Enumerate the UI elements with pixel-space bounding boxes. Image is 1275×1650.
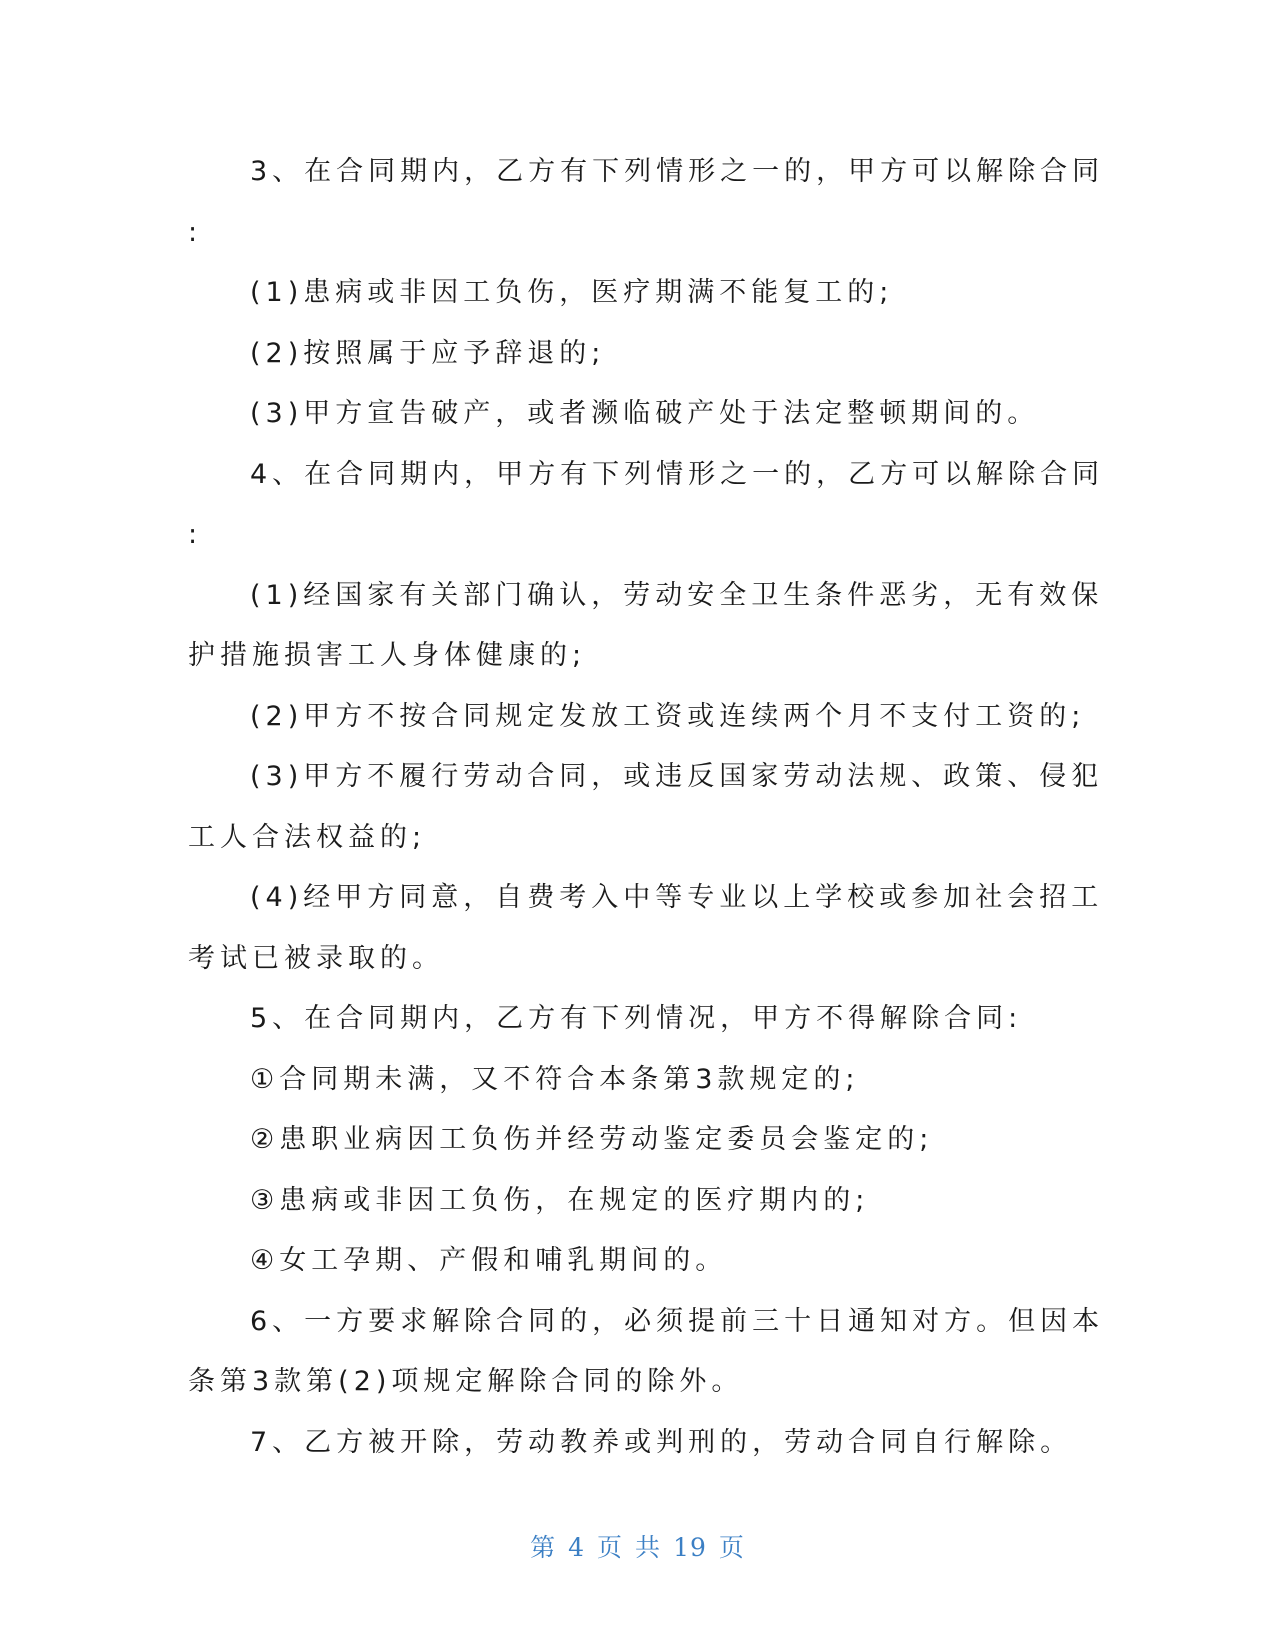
- footer-label-total: 共: [635, 1533, 662, 1562]
- page-footer: [0, 1528, 1275, 1564]
- text-line: (1)经国家有关部门确认，劳动安全卫生条件恶劣，无有效保: [250, 579, 1104, 611]
- text-line: ②患职业病因工负伤并经劳动鉴定委员会鉴定的;: [250, 1124, 934, 1155]
- text-line: ③患病或非因工负伤，在规定的医疗期内的;: [250, 1184, 870, 1216]
- footer-label-ye: 页: [597, 1533, 624, 1562]
- text-line: 考试已被录取的。: [188, 942, 444, 974]
- text-line: (3)甲方不履行劳动合同，或违反国家劳动法规、政策、侵犯: [250, 761, 1104, 792]
- text-line: 护措施损害工人身体健康的;: [188, 640, 587, 671]
- text-line: ④女工孕期、产假和哺乳期间的。: [250, 1245, 728, 1276]
- text-line: (1)患病或非因工负伤，医疗期满不能复工的;: [250, 277, 894, 308]
- text-line: ①合同期未满，又不符合本条第3款规定的;: [250, 1063, 860, 1095]
- text-line: (2)甲方不按合同规定发放工资或连续两个月不支付工资的;: [250, 700, 1086, 732]
- text-line: 6、一方要求解除合同的，必须提前三十日通知对方。但因本: [250, 1305, 1105, 1337]
- text-line: :: [188, 519, 203, 550]
- footer-label-ye-2: 页: [718, 1533, 745, 1562]
- text-line: 条第3款第(2)项规定解除合同的除外。: [188, 1366, 744, 1397]
- text-line: (4)经甲方同意，自费考入中等专业以上学校或参加社会招工: [250, 882, 1104, 913]
- text-line: :: [188, 216, 203, 248]
- footer-total-pages: 19: [673, 1533, 707, 1562]
- text-line: 4、在合同期内，甲方有下列情形之一的，乙方可以解除合同: [250, 458, 1105, 490]
- footer-label-page: 第: [530, 1533, 557, 1562]
- footer-current-page: 4: [568, 1533, 586, 1562]
- text-line: 工人合法权益的;: [188, 821, 427, 853]
- text-line: (3)甲方宣告破产，或者濒临破产处于法定整顿期间的。: [250, 398, 1040, 429]
- document-body: [188, 142, 1105, 1473]
- text-line: (2)按照属于应予辞退的;: [250, 337, 606, 369]
- text-line: 5、在合同期内，乙方有下列情况，甲方不得解除合同:: [250, 1003, 1023, 1034]
- text-line: 7、乙方被开除，劳动教养或判刑的，劳动合同自行解除。: [250, 1426, 1073, 1458]
- text-line: 3、在合同期内，乙方有下列情形之一的，甲方可以解除合同: [250, 156, 1105, 187]
